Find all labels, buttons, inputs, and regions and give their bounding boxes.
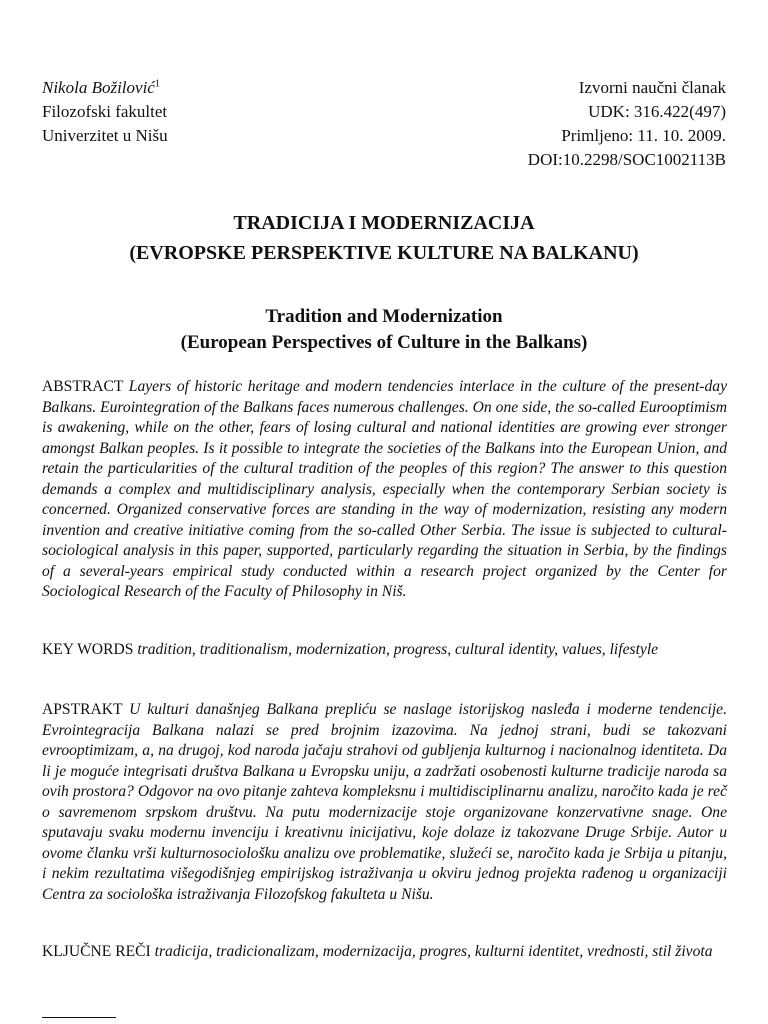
title-serbian-line2: (EVROPSKE PERSPEKTIVE KULTURE NA BALKANU) [129,242,639,264]
abstract-serbian-label: APSTRAKT [42,701,123,718]
abstract-english [42,377,727,603]
received-date: Primljeno: 11. 10. 2009. [561,126,726,145]
abstract-serbian [42,700,727,905]
abstract-serbian-text: U kulturi današnjeg Balkana prepliću se naslage istorijskog nasleđa i moderne tendencije. Evrointegracija Balkana nalazi se pred brojnim izazovima. Na jednoj strani, budi se takozvani evrooptimizam, a, na drugoj, kod naroda jačaju strahovi od gubljenja kulturnog i nacionalnog identiteta. Da li je moguće integrisati društva Balkana u Evropsku uniju, a zadržati osobenosti kulturne tradicije naroda sa ovih prostora? Odgovor na ovo pitanje zahteva kompleksnu i multidisciplinarnu analizu, naročito kada je reč o savremenom srpskom društvu. Na putu modernizacije stoje organizovane konzervativne snage. One sputavaju svaku modernu invenciju i kreativnu inicijativu, koje dolaze iz takozvane Druge Srbije. Autor u ovome članku vrši kulturnosociološku analizu ove problematike, služeći se, naročito kada je Srbija u pitanju, i nekim rezultatima višegodišnjeg empirijskog istraživanja u okviru jednog projekta rađenog u organizaciji Centra za sociološka istraživanja Filozofskog fakulteta u Nišu. [42,701,727,903]
author-block [42,76,168,148]
keywords-serbian-text: tradicija, tradicionalizam, modernizacija, progres, kulturni identitet, vrednosti, stil života [154,943,713,960]
article-meta [528,76,726,172]
keywords-english [42,640,727,661]
author-name-text: Nikola Božilović [42,78,155,97]
keywords-english-label: KEY WORDS [42,641,134,658]
title-english-line2: (European Perspectives of Culture in the Balkans) [180,332,588,353]
footnote-marker: 1 [154,78,160,90]
doi: DOI:10.2298/SOC1002113B [527,150,726,169]
author-university: Univerzitet u Nišu [42,126,168,145]
article-type: Izvorni naučni članak [578,78,726,97]
author-faculty: Filozofski fakultet [42,102,168,121]
title-serbian-line1: TRADICIJA I MODERNIZACIJA [233,212,535,234]
abstract-english-text: Layers of historic heritage and modern tendencies interlace in the culture of the present-day Balkans. Eurointegration of the Balkans faces numerous challenges. On one side, the so-called Eurooptimism is awakening, while on the other, fears of losing cultural and national identities are growing ever stronger amongst Balkan peoples. Is it possible to integrate the societies of the Balkans into the European Union, and retain the particularities of the cultural tradition of the peoples of this region? The answer to this question demands a complex and multidisciplinary analysis, especially when the contemporary Serbian society is concerned. Organized conservative forces are standing in the way of modernization, resisting any modern invention and creative initiative coming from the so-called Other Serbia. The issue is subjected to cultural-sociological analysis in this paper, supported, particularly regarding the situation in Serbia, by the findings of a several-years empirical study conducted within a research project organized by the Center for Sociological Research of the Faculty of Philosophy in Niš. [42,378,728,600]
keywords-serbian-label: KLJUČNE REČI [42,943,151,960]
footnote-separator [42,1017,116,1018]
title-serbian [0,208,768,268]
author-name [42,76,168,100]
title-english [0,304,768,356]
keywords-serbian [42,942,727,963]
title-english-line1: Tradition and Modernization [265,306,503,327]
abstract-english-label: ABSTRACT [42,378,124,395]
udk-code: UDK: 316.422(497) [588,102,726,121]
keywords-english-text: tradition, traditionalism, modernization, progress, cultural identity, values, lifestyle [137,641,659,658]
